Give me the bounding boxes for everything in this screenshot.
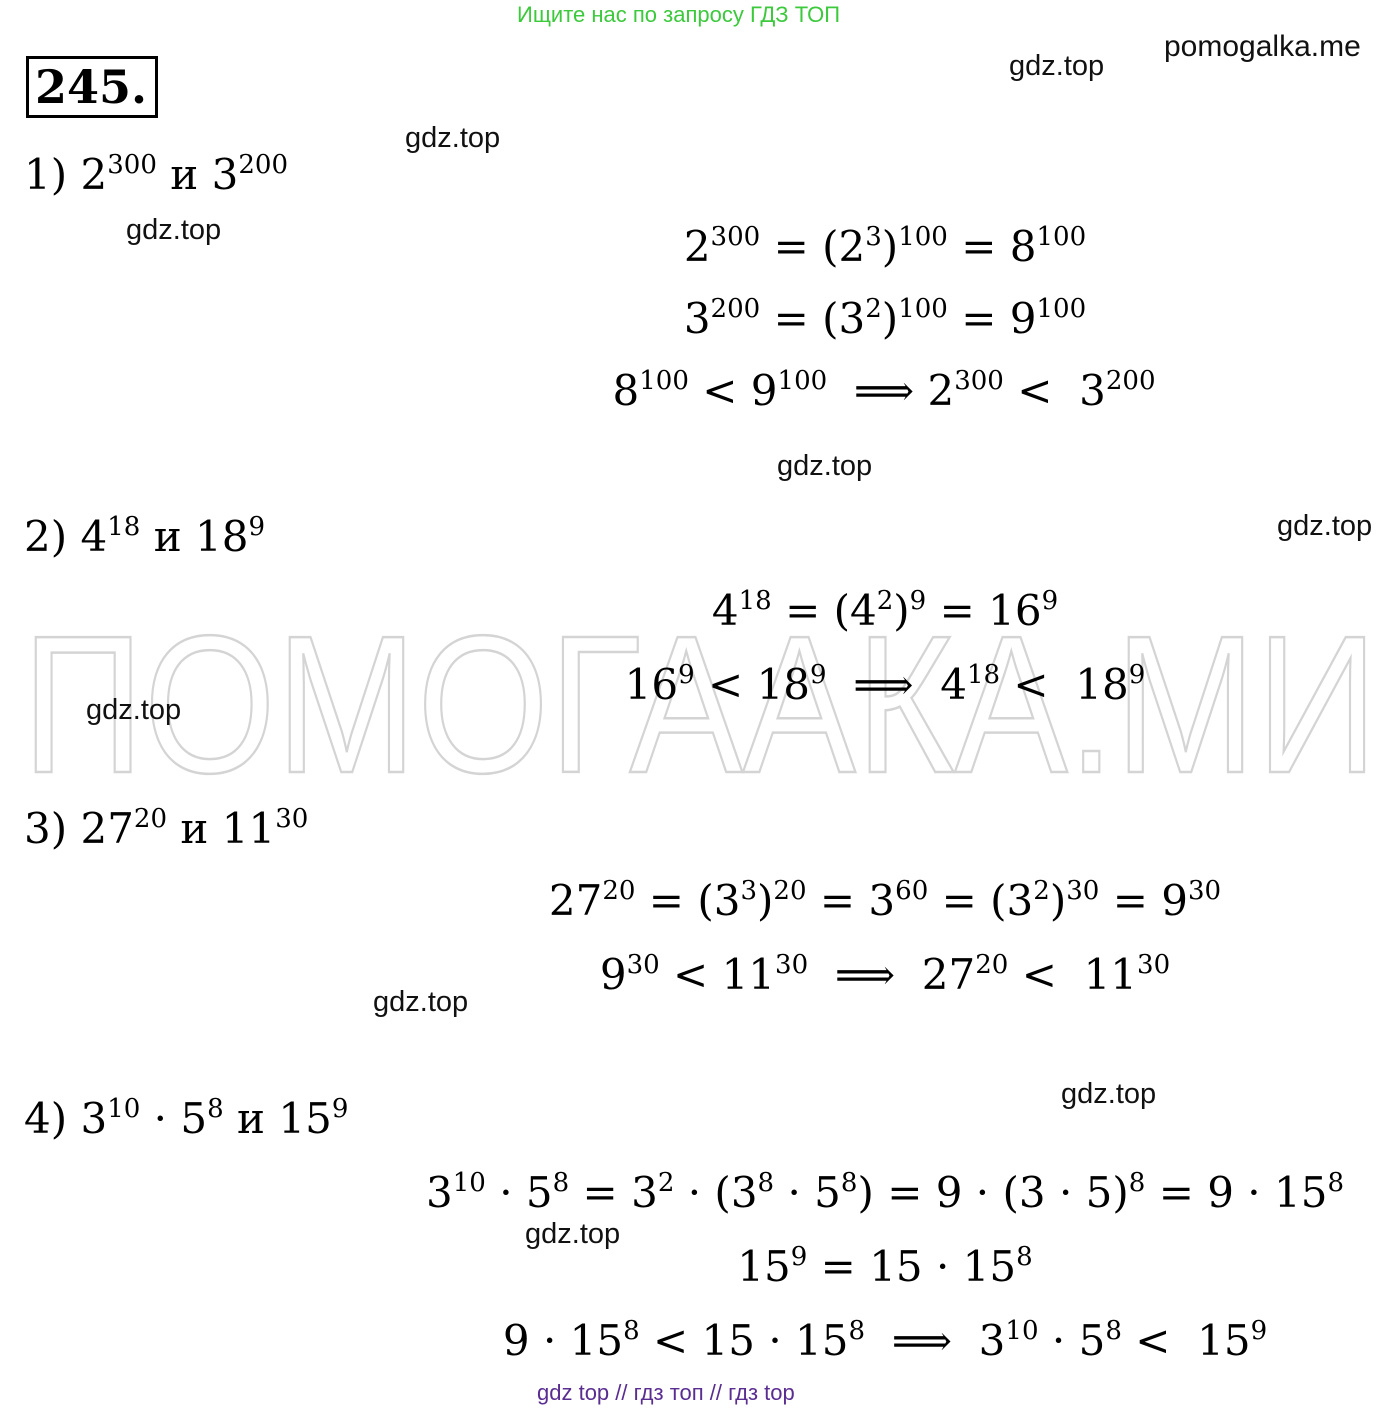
part-3-line-1: $27^{20} = (3^3)^{20} = 3^{60} = (3^2)^{30} = 9^{30}$ (548, 875, 1222, 925)
part-3-label (24, 803, 309, 853)
part-number: 3) (24, 804, 68, 853)
gdz-watermark: gdz.top (1061, 1078, 1157, 1110)
exponent: 200 (238, 149, 289, 180)
base: 27 (80, 804, 134, 853)
part-4-label (24, 1093, 349, 1143)
base: 3 (80, 1094, 108, 1143)
part-number: 4) (24, 1094, 68, 1143)
part-4-line-2: $15^9 = 15 \cdot 15^8$ (737, 1241, 1033, 1291)
conjunction: и (237, 1094, 266, 1143)
part-2-line-2: $16^9 < 18^9$ ⟹ $4^{18} < 18^9$ (624, 659, 1146, 709)
conjunction: и (180, 804, 209, 853)
base: 4 (80, 512, 108, 561)
site-name[interactable]: pomogalka.me (1164, 30, 1361, 63)
base: · 5 (140, 1094, 208, 1143)
part-1-line-2: $3^{200} = (3^2)^{100} = 9^{100}$ (683, 293, 1087, 343)
part-number: 1) (24, 150, 68, 199)
gdz-watermark: gdz.top (373, 986, 469, 1018)
base: 2 (80, 150, 108, 199)
gdz-watermark: gdz.top (86, 694, 182, 726)
background-watermark-text: ПОМОГААКА.МИ (22, 628, 1378, 778)
gdz-watermark: gdz.top (405, 122, 501, 154)
gdz-watermark: gdz.top (777, 450, 873, 482)
conjunction: и (153, 512, 182, 561)
base: 11 (221, 804, 276, 853)
part-2-line-1: $4^{18} = (4^2)^9 = 16^9$ (711, 585, 1059, 635)
exponent: 300 (107, 149, 157, 180)
part-4-line-3: $9 \cdot 15^8 < 15 \cdot 15^8$ ⟹ $3^{10} \cdot 5^8 < 15^9$ (502, 1315, 1268, 1365)
gdz-watermark: gdz.top (525, 1218, 621, 1250)
exponent: 18 (107, 511, 141, 542)
part-1-line-1: $2^{300} = (2^3)^{100} = 8^{100}$ (683, 221, 1087, 271)
gdz-watermark: gdz.top (126, 214, 222, 246)
part-1-label (24, 149, 289, 199)
exponent: 30 (275, 803, 309, 834)
part-4-line-1: $3^{10} \cdot 5^8 = 3^2 \cdot (3^8 \cdot 5^8) = 9 \cdot (3 \cdot 5)^8 = 9 \cdot 15^8$ (425, 1167, 1345, 1217)
exponent: 9 (331, 1093, 349, 1124)
exponent: 9 (248, 511, 266, 542)
part-2-label (24, 511, 266, 561)
gdz-watermark: gdz.top (1277, 510, 1373, 542)
part-1-line-3: $8^{100} < 9^{100}$ ⟹ $2^{300} < 3^{200}$ (612, 365, 1156, 415)
conjunction: и (170, 150, 199, 199)
part-number: 2) (24, 512, 68, 561)
gdz-watermark: gdz.top (1009, 50, 1105, 82)
part-3-line-2: $9^{30} < 11^{30}$ ⟹ $27^{20} < 11^{30}$ (599, 949, 1171, 999)
exponent: 20 (133, 803, 168, 834)
base: 15 (278, 1094, 332, 1143)
base: 3 (211, 150, 239, 199)
bottom-banner[interactable]: gdz top // гдз топ // гдз top (537, 1380, 795, 1405)
base: 18 (195, 512, 249, 561)
exponent: 10 (107, 1093, 141, 1124)
top-banner[interactable]: Ищите нас по запросу ГДЗ ТОП (517, 2, 841, 27)
problem-number: 245. (26, 56, 158, 118)
exponent: 8 (207, 1093, 224, 1124)
